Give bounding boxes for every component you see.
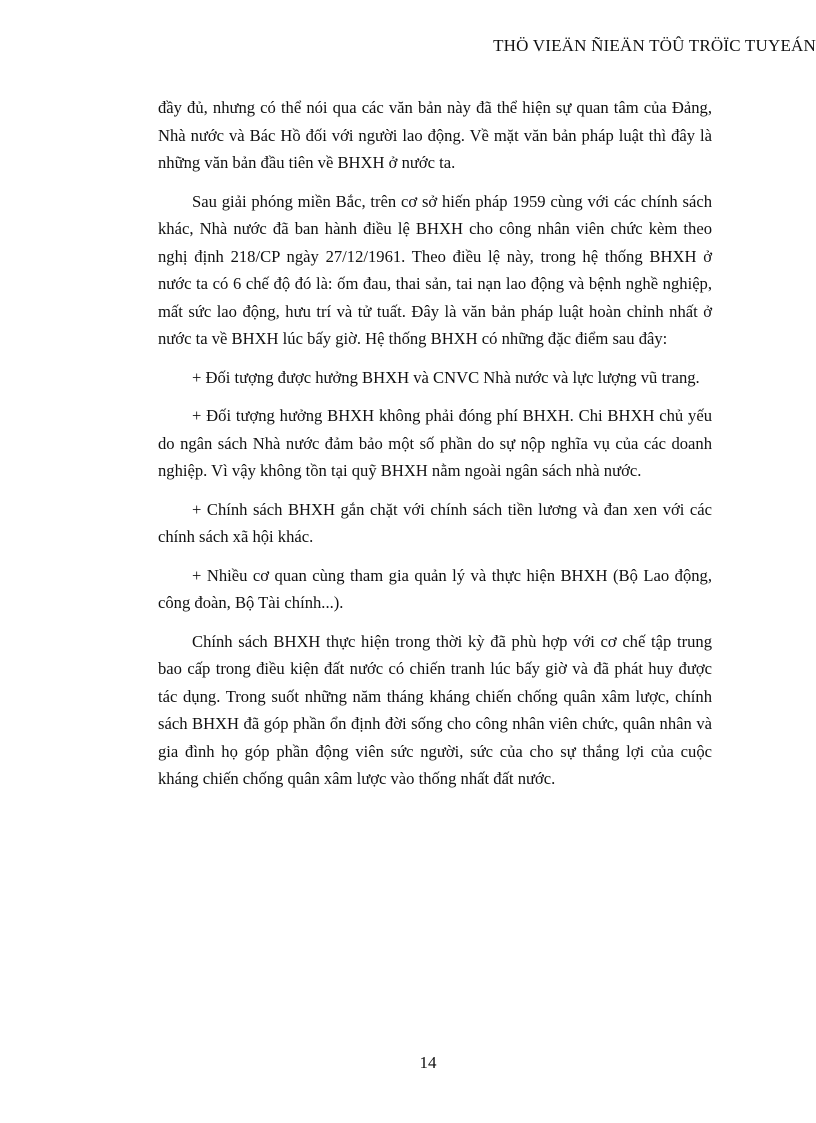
paragraph-feature-salary-policy: + Chính sách BHXH gắn chặt với chính sách tiền lương và đan xen với các chính sách xã hội khác. [158, 499, 712, 546]
paragraph-history: Sau giải phóng miền Bắc, trên cơ sở hiến pháp 1959 cùng với các chính sách khác, Nhà nước đã ban hành điều lệ BHXH cho công nhân viên chức kèm theo nghị định 218/CP ngày 27/12/1961. Theo điều lệ này, trong hệ thống BHXH ở nước ta có 6 chế độ đó là: ốm đau, thai sản, tai nạn lao động và bệnh nghề nghiệp, mất sức lao động, hưu trí và tử tuất. Đây là văn bản pháp luật hoàn chỉnh nhất ở nước ta về BHXH lúc bấy giờ. Hệ thống BHXH có những đặc điểm sau đây: [158, 191, 712, 348]
paragraph-continuation: đầy đủ, nhưng có thể nói qua các văn bản này đã thể hiện sự quan tâm của Đảng, Nhà nước và Bác Hồ đối với người lao động. Về mặt văn bản pháp luật thì đây là những văn bản đầu tiên về BHXH ở nước ta. [158, 98, 712, 172]
document-body [158, 94, 712, 804]
paragraph-feature-funding: + Đối tượng hưởng BHXH không phải đóng phí BHXH. Chi BHXH chủ yếu do ngân sách Nhà nước đảm bảo một số phần do sự nộp nghĩa vụ của các doanh nghiệp. Vì vậy không tồn tại quỹ BHXH nằm ngoài ngân sách nhà nước. [158, 406, 712, 480]
page-number: 14 [419, 1053, 437, 1072]
paragraph-feature-beneficiaries: + Đối tượng được hưởng BHXH và CNVC Nhà nước và lực lượng vũ trang. [192, 367, 700, 387]
paragraph-conclusion: Chính sách BHXH thực hiện trong thời kỳ đã phù hợp với cơ chế tập trung bao cấp trong điều kiện đất nước có chiến tranh lúc bấy giờ và đã phát huy được tác dụng. Trong suốt những năm tháng kháng chiến chống quân xâm lược, chính sách BHXH đã góp phần ổn định đời sống cho công nhân viên chức, quân nhân và gia đình họ góp phần động viên sức người, sức của cho sự thắng lợi của cuộc kháng chiến chống quân xâm lược vào thống nhất đất nước. [158, 631, 712, 788]
paragraph-feature-agencies: + Nhiều cơ quan cùng tham gia quản lý và thực hiện BHXH (Bộ Lao động, công đoàn, Bộ Tài chính...). [158, 565, 712, 612]
running-header: THÖ VIEÄN ÑIEÄN TÖÛ TRÖÏC TUYEÁN [493, 36, 816, 55]
